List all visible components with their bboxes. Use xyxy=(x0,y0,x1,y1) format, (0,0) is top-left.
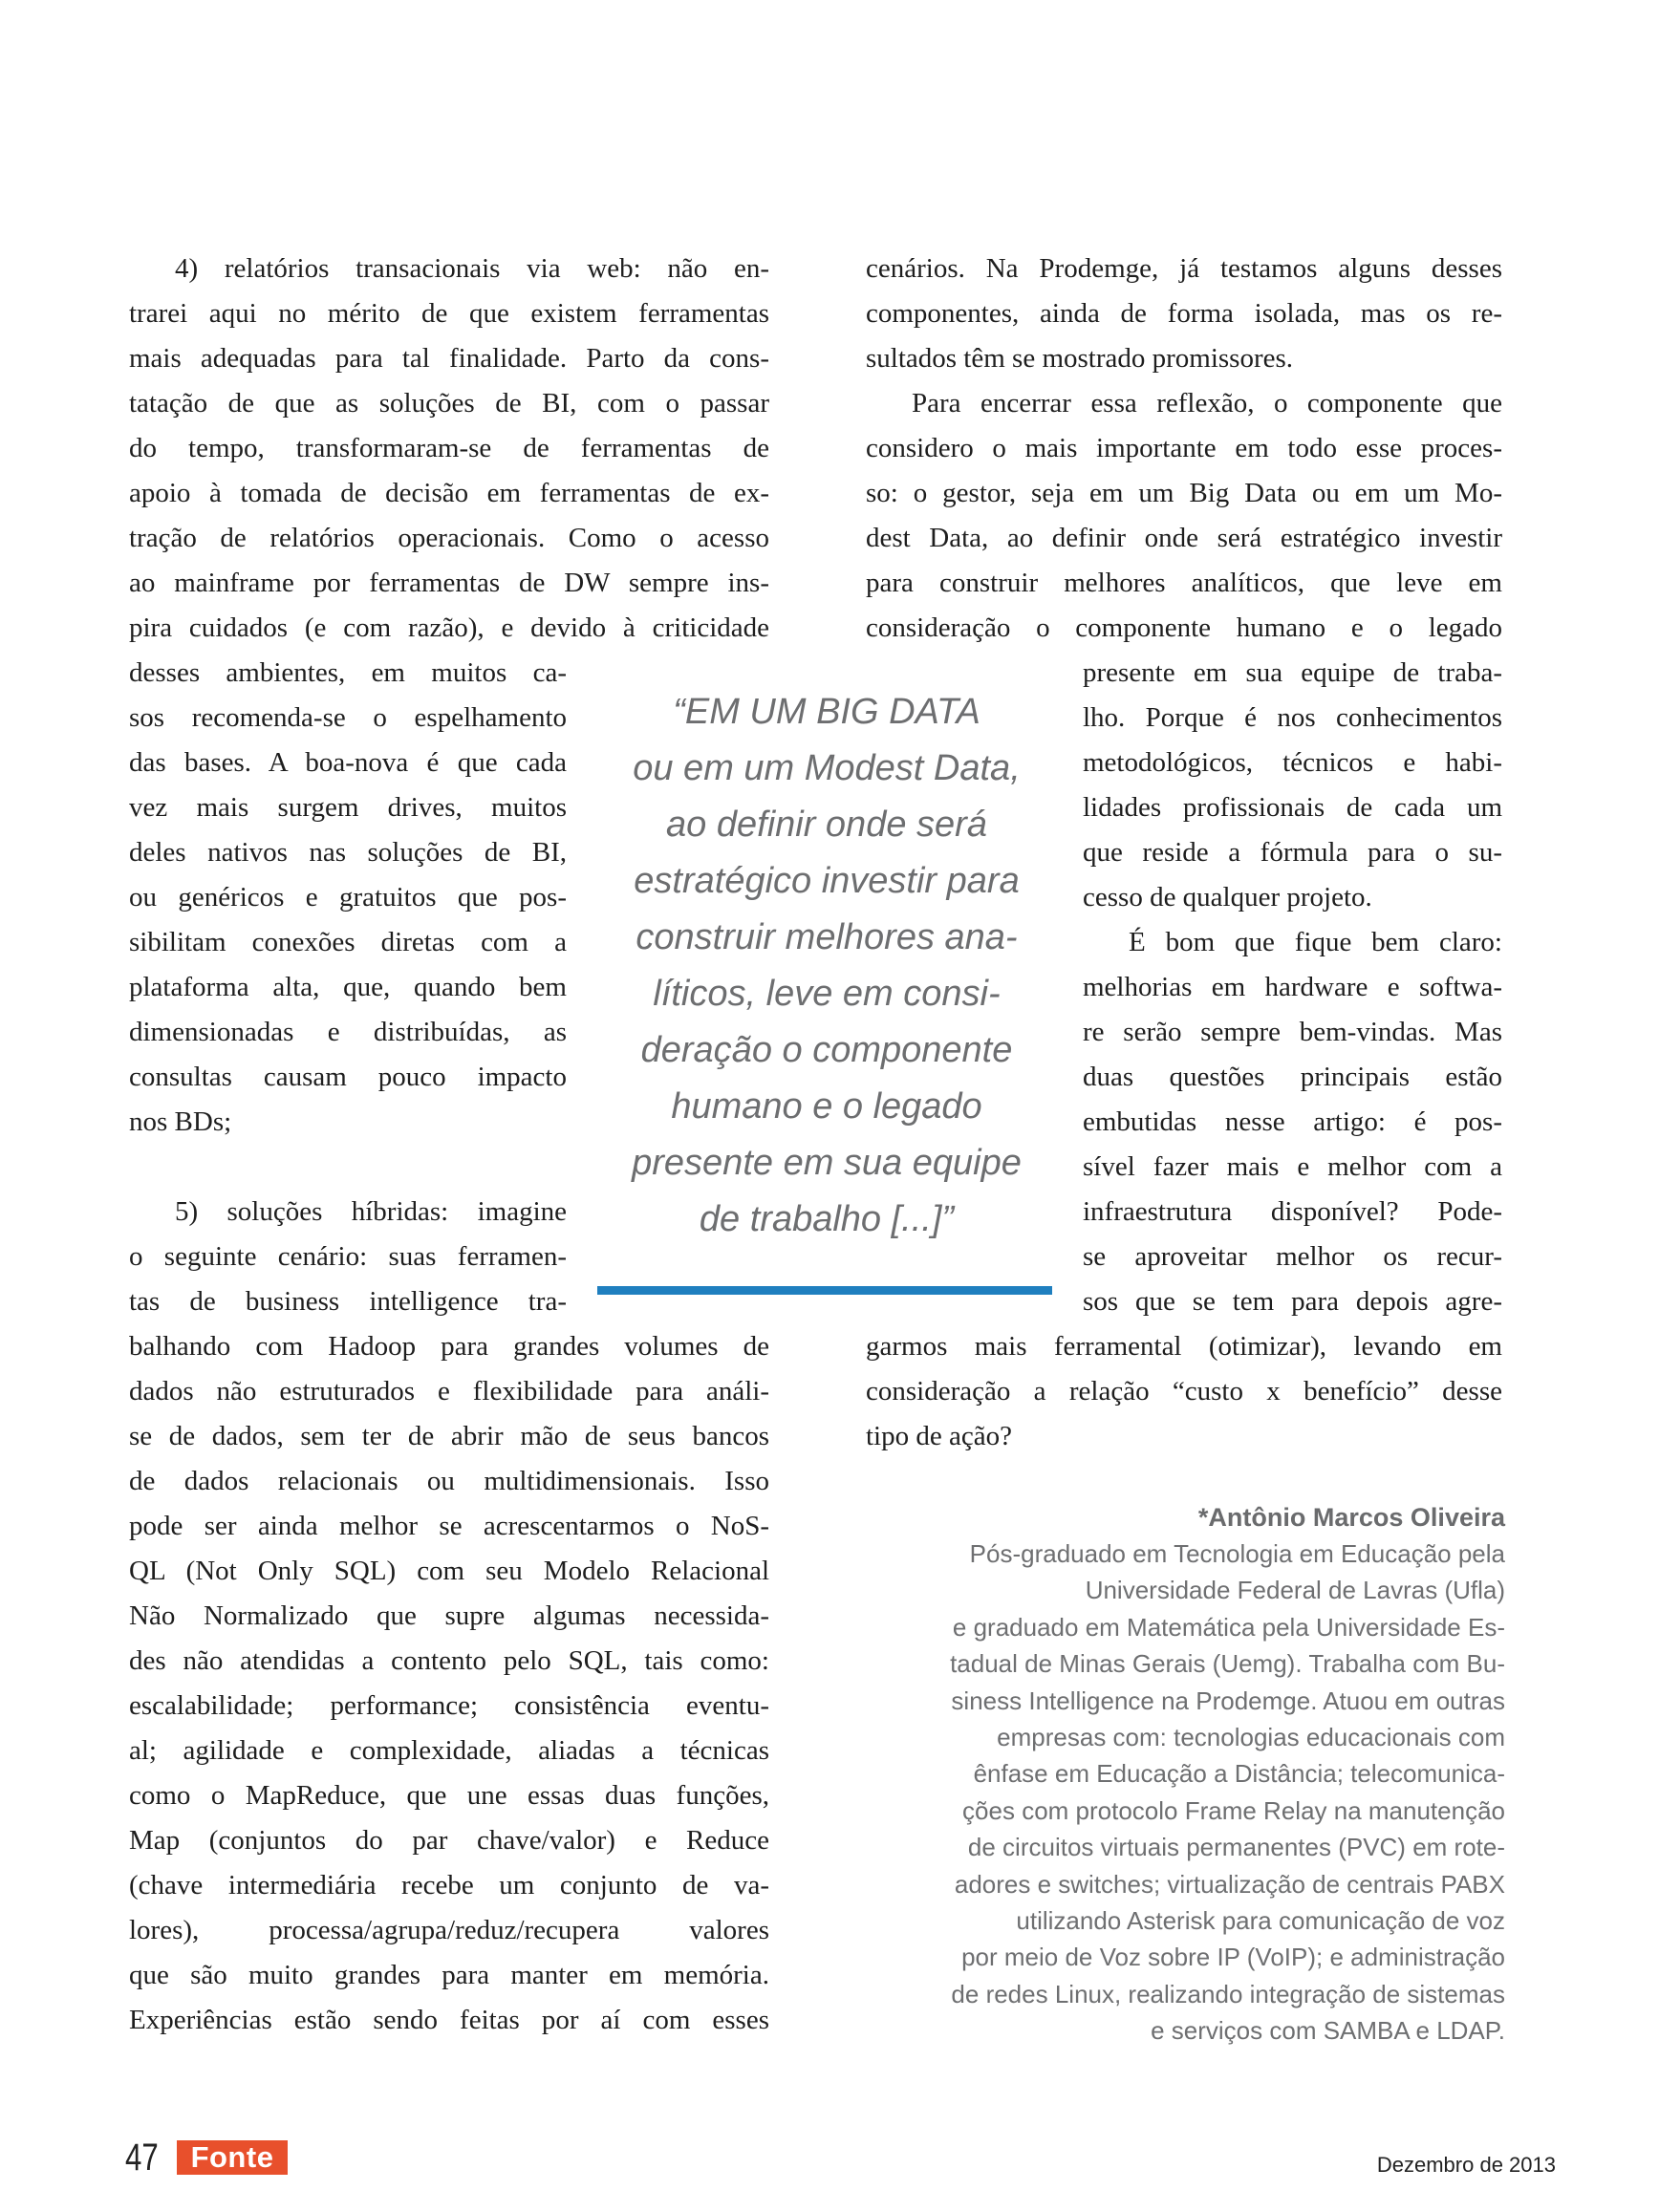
body-text-line: consultas causam pouco impacto xyxy=(129,1062,567,1092)
bio-line: tadual de Minas Gerais (Uemg). Trabalha com Bu- xyxy=(950,1649,1505,1678)
pull-quote-line: ao definir onde será xyxy=(666,805,987,845)
body-text-line: o seguinte cenário: suas ferramen- xyxy=(129,1241,567,1272)
body-text-line: se de dados, sem ter de abrir mão de seus bancos xyxy=(129,1421,769,1451)
body-text-line: metodológicos, técnicos e habi- xyxy=(1083,747,1502,778)
issue-date: Dezembro de 2013 xyxy=(1376,2153,1556,2177)
pull-quote-line: construir melhores ana- xyxy=(636,917,1018,957)
body-text-line: lores), processa/agrupa/reduz/recupera valores xyxy=(129,1915,769,1945)
body-text-line: tas de business intelligence tra- xyxy=(129,1286,567,1317)
bio-line: ções com protocolo Frame Relay na manutenção xyxy=(962,1796,1505,1825)
body-text-line: trarei aqui no mérito de que existem ferramentas xyxy=(129,298,769,329)
fonte-logo: Fonte xyxy=(177,2140,288,2175)
bio-line: e serviços com SAMBA e LDAP. xyxy=(1151,2016,1505,2045)
body-text-line: sos recomenda-se o espelhamento xyxy=(129,702,567,733)
body-text-line: lho. Porque é nos conhecimentos xyxy=(1083,702,1502,733)
body-text-line: tipo de ação? xyxy=(866,1421,1012,1451)
body-text-line: sos que se tem para depois agre- xyxy=(1083,1286,1502,1317)
body-text-line: consideração a relação “custo x benefício” desse xyxy=(866,1376,1502,1407)
body-text-line: (chave intermediária recebe um conjunto de va- xyxy=(129,1870,769,1901)
body-text-line: das bases. A boa-nova é que cada xyxy=(129,747,567,778)
body-text-line: nos BDs; xyxy=(129,1106,232,1137)
body-text-line: Para encerrar essa reflexão, o componente que xyxy=(912,388,1502,419)
body-text-line: re serão sempre bem-vindas. Mas xyxy=(1083,1017,1502,1047)
bio-line: Universidade Federal de Lavras (Ufla) xyxy=(1085,1576,1505,1604)
body-text-line: sibilitam conexões diretas com a xyxy=(129,927,567,957)
body-text-line: dest Data, ao definir onde será estratégico investir xyxy=(866,523,1502,553)
bio-line: empresas com: tecnologias educacionais com xyxy=(997,1723,1505,1751)
body-text-line: dados não estruturados e flexibilidade para análi- xyxy=(129,1376,769,1407)
body-text-line: considero o mais importante em todo esse proces- xyxy=(866,433,1502,463)
bio-line: utilizando Asterisk para comunicação de voz xyxy=(1016,1906,1505,1935)
body-text-line: embutidas nesse artigo: é pos- xyxy=(1083,1106,1502,1137)
body-text-line: como o MapReduce, que une essas duas funções, xyxy=(129,1780,769,1811)
body-text-line: que são muito grandes para manter em memória. xyxy=(129,1960,769,1990)
body-text-line: pira cuidados (e com razão), e devido à criticidade xyxy=(129,612,769,643)
body-text-line: ou genéricos e gratuitos que pos- xyxy=(129,882,567,913)
body-text-line: des não atendidas a contento pelo SQL, tais como: xyxy=(129,1645,769,1676)
body-text-line: infraestrutura disponível? Pode- xyxy=(1083,1196,1502,1227)
bio-line: ênfase em Educação a Distância; telecomunica- xyxy=(973,1759,1505,1788)
pull-quote-line: deração o componente xyxy=(640,1030,1013,1070)
body-text-line: que reside a fórmula para o su- xyxy=(1083,837,1502,868)
body-text-line: mais adequadas para tal finalidade. Parto da cons- xyxy=(129,343,769,374)
body-text-line: cenários. Na Prodemge, já testamos alguns desses xyxy=(866,253,1502,284)
body-text-line: ao mainframe por ferramentas de DW sempre ins- xyxy=(129,568,769,598)
body-text-line: de dados relacionais ou multidimensionais. Isso xyxy=(129,1466,769,1496)
body-text-line: deles nativos nas soluções de BI, xyxy=(129,837,567,868)
body-text-line: tração de relatórios operacionais. Como o acesso xyxy=(129,523,769,553)
body-text-line: so: o gestor, seja em um Big Data ou em um Mo- xyxy=(866,478,1502,508)
body-text-line: lidades profissionais de cada um xyxy=(1083,792,1502,823)
pull-quote-rule xyxy=(597,1286,1052,1295)
bio-line: siness Intelligence na Prodemge. Atuou em outras xyxy=(951,1686,1505,1715)
body-text-line: melhorias em hardware e softwa- xyxy=(1083,972,1502,1002)
pull-quote-line: líticos, leve em consi- xyxy=(653,974,1001,1014)
body-text-line: É bom que fique bem claro: xyxy=(1129,927,1502,957)
bio-line: Pós-graduado em Tecnologia em Educação pela xyxy=(969,1539,1505,1568)
body-text-line: sível fazer mais e melhor com a xyxy=(1083,1151,1502,1182)
bio-line: de redes Linux, realizando integração de sistemas xyxy=(951,1980,1505,2008)
page-number: 47 xyxy=(125,2137,159,2179)
body-text-line: 4) relatórios transacionais via web: não en- xyxy=(175,253,769,284)
body-text-line: garmos mais ferramental (otimizar), levando em xyxy=(866,1331,1502,1362)
bio-line: de circuitos virtuais permanentes (PVC) em rote- xyxy=(967,1833,1505,1861)
body-text-line: plataforma alta, que, quando bem xyxy=(129,972,567,1002)
body-text-line: Map (conjuntos do par chave/valor) e Reduce xyxy=(129,1825,769,1856)
body-text-line: QL (Not Only SQL) com seu Modelo Relacional xyxy=(129,1556,769,1586)
body-text-line: balhando com Hadoop para grandes volumes de xyxy=(129,1331,769,1362)
body-text-line: escalabilidade; performance; consistência eventu- xyxy=(129,1690,769,1721)
body-text-line: componentes, ainda de forma isolada, mas os re- xyxy=(866,298,1502,329)
body-text-line: apoio à tomada de decisão em ferramentas de ex- xyxy=(129,478,769,508)
bio-line: por meio de Voz sobre IP (VoIP); e administração xyxy=(961,1943,1505,1971)
body-text-line: pode ser ainda melhor se acrescentarmos o NoS- xyxy=(129,1511,769,1541)
body-text-line: do tempo, transformaram-se de ferramentas de xyxy=(129,433,769,463)
pull-quote-line: “EM UM BIG DATA xyxy=(673,692,980,732)
body-text-line: al; agilidade e complexidade, aliadas a técnicas xyxy=(129,1735,769,1766)
pull-quote-line: estratégico investir para xyxy=(634,861,1020,901)
pull-quote-line: humano e o legado xyxy=(671,1086,982,1127)
body-text-line: consideração o componente humano e o legado xyxy=(866,612,1502,643)
body-text-line: duas questões principais estão xyxy=(1083,1062,1502,1092)
pull-quote-line: ou em um Modest Data, xyxy=(633,748,1021,788)
body-text-line: sultados têm se mostrado promissores. xyxy=(866,343,1294,374)
pull-quote-line: de trabalho [...]” xyxy=(699,1199,955,1239)
body-text-line: vez mais surgem drives, muitos xyxy=(129,792,567,823)
body-text-line: cesso de qualquer projeto. xyxy=(1083,882,1372,913)
body-text-line: Não Normalizado que supre algumas necessida- xyxy=(129,1600,769,1631)
body-text-line: para construir melhores analíticos, que leve em xyxy=(866,568,1502,598)
body-text-line: presente em sua equipe de traba- xyxy=(1083,657,1502,688)
body-text-line: 5) soluções híbridas: imagine xyxy=(175,1196,567,1227)
author-name: *Antônio Marcos Oliveira xyxy=(1197,1503,1505,1532)
bio-line: adores e switches; virtualização de centrais PABX xyxy=(954,1870,1505,1899)
body-text-line: tatação de que as soluções de BI, com o passar xyxy=(129,388,769,419)
pull-quote-line: presente em sua equipe xyxy=(632,1143,1022,1183)
body-text-line: dimensionadas e distribuídas, as xyxy=(129,1017,567,1047)
body-text-line: Experiências estão sendo feitas por aí com esses xyxy=(129,2005,769,2035)
body-text-line: se aproveitar melhor os recur- xyxy=(1083,1241,1502,1272)
body-text-line: desses ambientes, em muitos ca- xyxy=(129,657,567,688)
bio-line: e graduado em Matemática pela Universidade Es- xyxy=(952,1613,1505,1642)
